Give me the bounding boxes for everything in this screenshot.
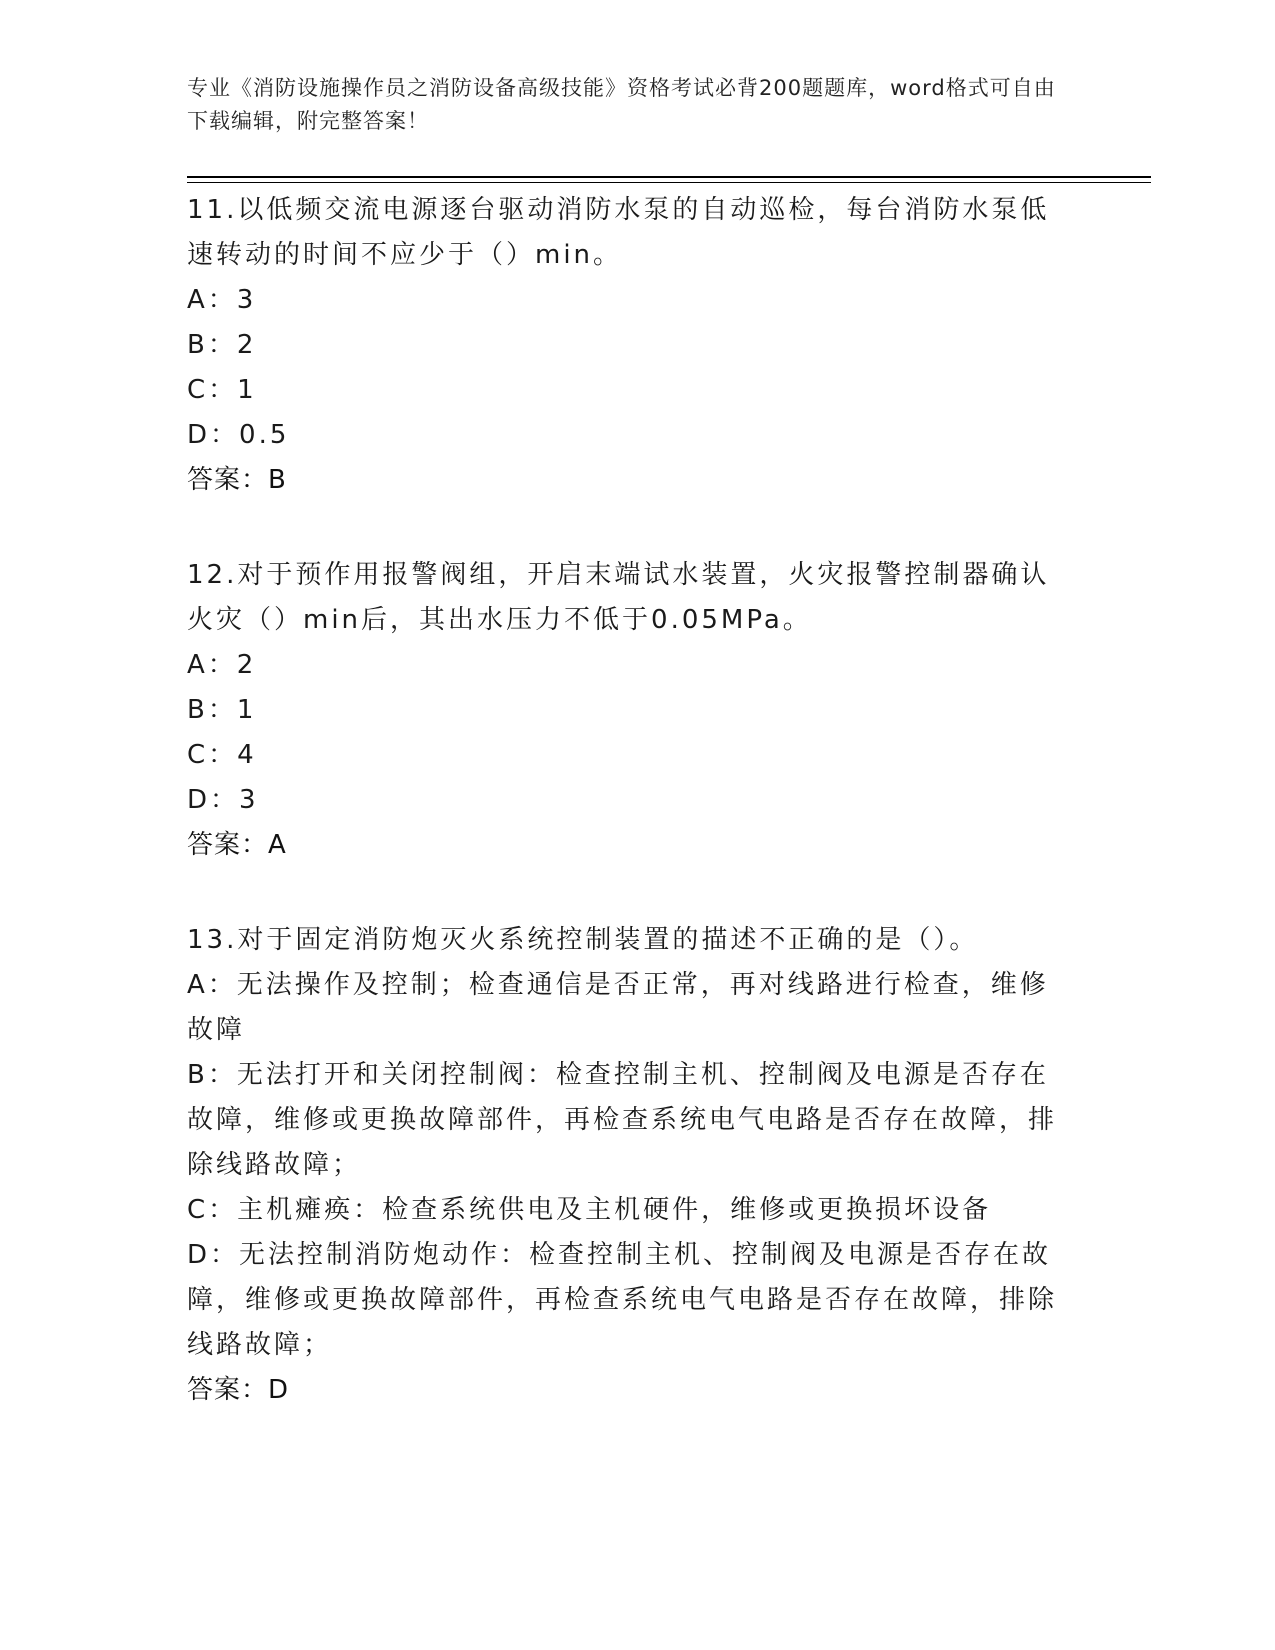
option-a: A：无法操作及控制；检查通信是否正常，再对线路进行检查，维修故障 (187, 970, 1049, 1045)
option-d: D：0.5 (187, 420, 290, 450)
option-a: A：2 (187, 650, 257, 680)
question-11 (187, 188, 1067, 503)
option-b: B：无法打开和关闭控制阀：检查控制主机、控制阀及电源是否存在故障，维修或更换故障部件，再检查系统电气电路是否存在故障，排除线路故障； (187, 1060, 1058, 1180)
option-d: D：3 (187, 785, 259, 815)
question-12 (187, 553, 1067, 868)
answer-line: 答案：A (187, 830, 287, 860)
question-13 (187, 918, 1067, 1413)
option-c: C：4 (187, 740, 257, 770)
header-divider-thin (187, 182, 1151, 183)
answer-line: 答案：D (187, 1375, 290, 1405)
option-d: D：无法控制消防炮动作：检查控制主机、控制阀及电源是否存在故障，维修或更换故障部件，再检查系统电气电路是否存在故障，排除线路故障； (187, 1240, 1058, 1360)
document-header: 专业《消防设施操作员之消防设备高级技能》资格考试必背200题题库，word格式可自由下载编辑，附完整答案！ (187, 76, 1056, 133)
option-b: B：1 (187, 695, 257, 725)
option-c: C：1 (187, 375, 257, 405)
option-a: A：3 (187, 285, 257, 315)
question-stem: 12.对于预作用报警阀组，开启末端试水装置，火灾报警控制器确认火灾（）min后，其出水压力不低于0.05MPa。 (187, 560, 1050, 635)
answer-line: 答案：B (187, 465, 287, 495)
question-stem: 11.以低频交流电源逐台驱动消防水泵的自动巡检，每台消防水泵低速转动的时间不应少于（）min。 (187, 195, 1050, 270)
header-divider-thick (187, 176, 1151, 178)
question-stem: 13.对于固定消防炮灭火系统控制装置的描述不正确的是（）。 (187, 925, 979, 955)
option-c: C：主机瘫痪：检查系统供电及主机硬件，维修或更换损坏设备 (187, 1195, 992, 1225)
option-b: B：2 (187, 330, 257, 360)
